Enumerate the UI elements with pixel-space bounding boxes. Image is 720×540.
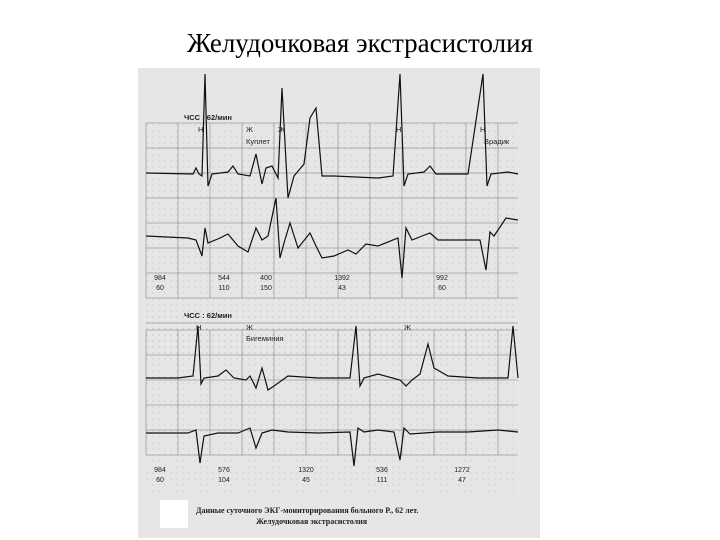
- panel2-interval-hr: 45: [302, 477, 310, 484]
- panel2-interval-ms: 576: [218, 467, 230, 474]
- panel2-interval-hr: 104: [218, 477, 230, 484]
- panel1-marker-n2: Н: [396, 125, 402, 134]
- panel1-interval-ms: 984: [154, 275, 166, 282]
- panel1-label-couplet: Куплет: [246, 137, 270, 146]
- panel2-interval-hr: 111: [376, 477, 388, 484]
- figure-caption-line1: Данные суточного ЭКГ-мониторирования больного Р., 62 лет.: [196, 506, 419, 515]
- panel1-marker-zh1: Ж: [246, 125, 253, 134]
- ecg-figure: [138, 68, 540, 538]
- panel2-marker-n1: Н: [196, 323, 202, 332]
- panel2-heart-rate: ЧСС : 62/мин: [184, 311, 232, 320]
- panel2-marker-zh2: Ж: [404, 323, 411, 332]
- panel2-interval-hr: 60: [156, 477, 164, 484]
- ecg-svg: [138, 68, 540, 538]
- caption-blot: [160, 500, 188, 528]
- panel2-marker-zh1: Ж: [246, 323, 253, 332]
- panel2-interval-hr: 47: [458, 477, 466, 484]
- slide-title: Желудочковая экстрасистолия: [187, 28, 533, 58]
- panel1-interval-ms: 992: [436, 275, 448, 282]
- figure-caption-line2: Желудочковая экстрасистолия: [256, 517, 368, 526]
- panel2-interval-ms: 1272: [454, 467, 470, 474]
- panel1-label-brady: Врадик: [484, 137, 510, 146]
- panel2-interval-ms: 1320: [298, 467, 314, 474]
- panel1-interval-ms: 1392: [334, 275, 350, 282]
- panel1-interval-hr: 43: [338, 285, 346, 292]
- panel1-marker-n3: Н: [480, 125, 486, 134]
- panel1-interval-hr: 60: [156, 285, 164, 292]
- panel2-interval-ms: 536: [376, 467, 388, 474]
- panel1-heart-rate: ЧСС : 62/мин: [184, 113, 232, 122]
- panel1-marker-zh2: Ж: [278, 125, 285, 134]
- panel2-label-bigeminy: Бигеминия: [246, 334, 284, 343]
- panel1-interval-hr: 150: [260, 285, 272, 292]
- panel1-interval-hr: 110: [218, 285, 230, 292]
- ecg-grid-panel2: [146, 313, 518, 493]
- panel2-interval-ms: 984: [154, 467, 166, 474]
- panel1-interval-ms: 400: [260, 275, 272, 282]
- panel1-marker-n1: Н: [198, 125, 204, 134]
- panel1-interval-ms: 544: [218, 275, 230, 282]
- panel1-interval-hr: 60: [438, 285, 446, 292]
